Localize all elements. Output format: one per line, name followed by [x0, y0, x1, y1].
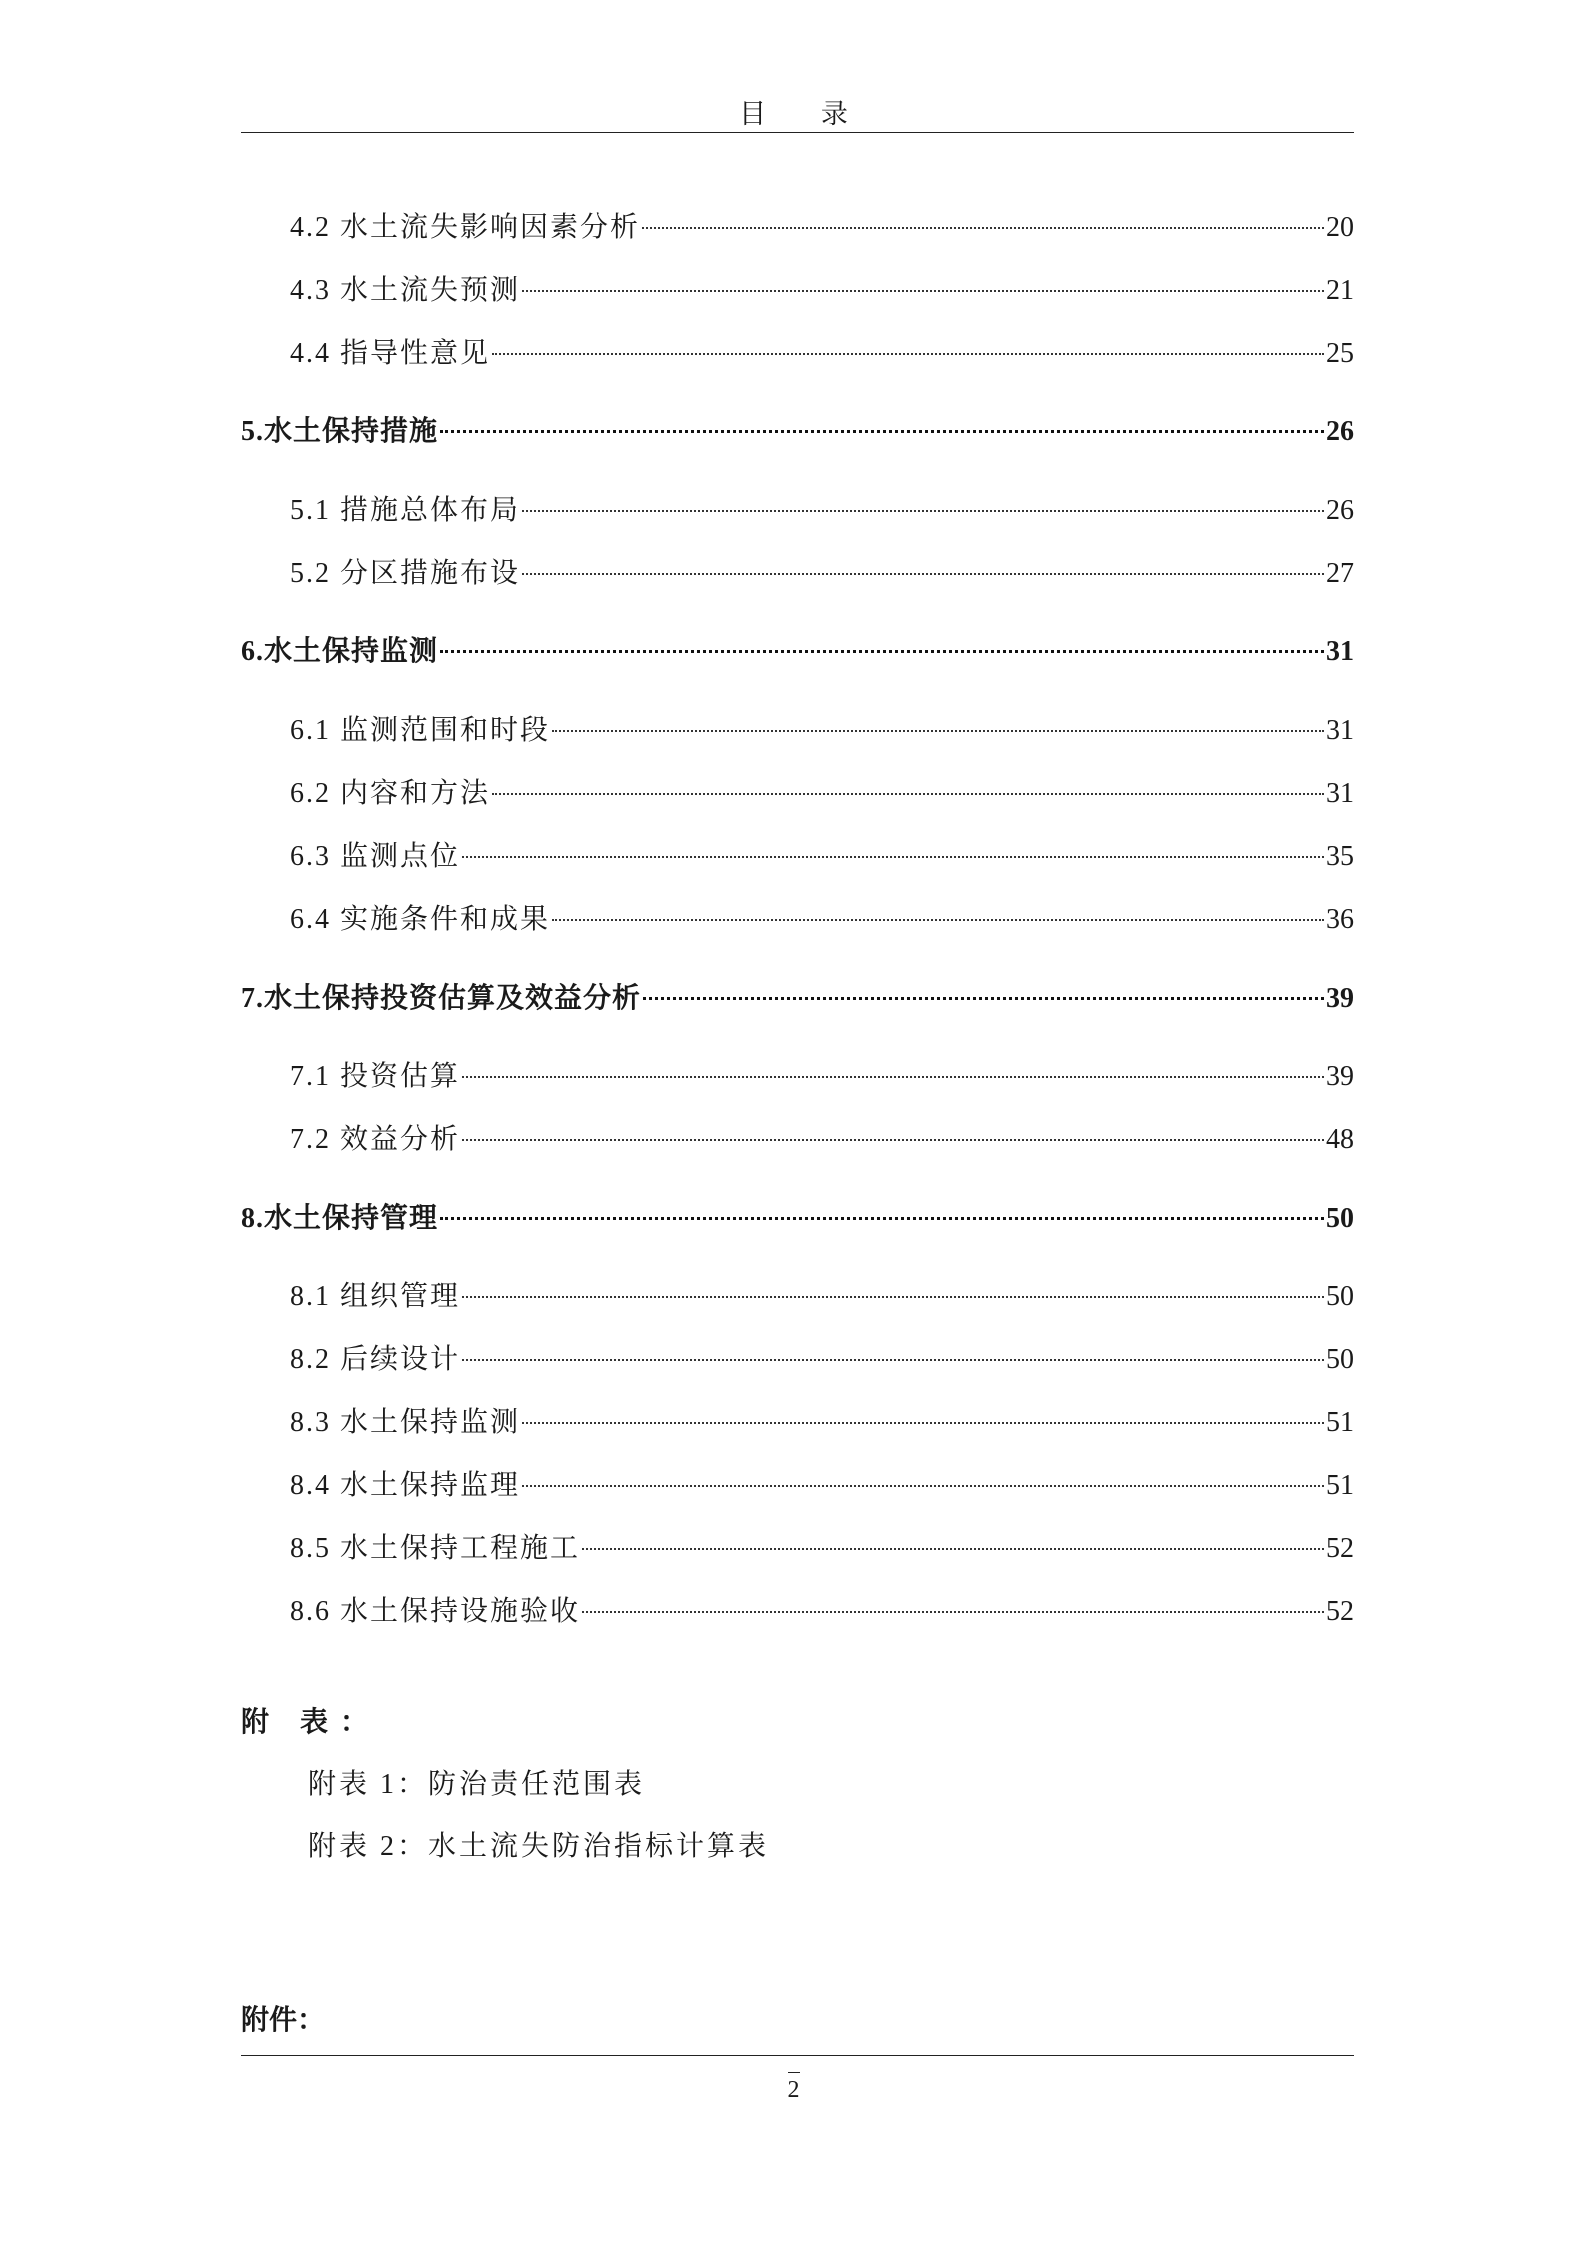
- page-number-value: 2: [787, 2077, 800, 2103]
- toc-entry-label: 8.水土保持管理: [241, 1203, 439, 1234]
- toc-entry-page: 27: [1326, 558, 1354, 589]
- toc-entry-page: 39: [1326, 1061, 1354, 1092]
- toc-entry-page: 31: [1326, 715, 1354, 746]
- page-number: [0, 2072, 1587, 2104]
- toc-entry-label: 6.4 实施条件和成果: [290, 904, 551, 935]
- toc-entry-label: 8.3 水土保持监测: [290, 1407, 521, 1438]
- attachments-heading: 附件：: [241, 2005, 326, 2036]
- toc-entry-7-1[interactable]: [290, 1054, 1354, 1094]
- toc-entry-label: 4.4 指导性意见: [290, 338, 491, 369]
- toc-leader-dots: [643, 997, 1324, 1000]
- toc-entry-page: 39: [1326, 983, 1354, 1014]
- toc-entry-7[interactable]: [241, 976, 1354, 1016]
- toc-leader-dots: [522, 510, 1324, 512]
- toc-entry-label: 7.水土保持投资估算及效益分析: [241, 983, 642, 1014]
- toc-entry-label: 5.2 分区措施布设: [290, 558, 521, 589]
- toc-leader-dots: [552, 730, 1324, 732]
- toc-entry-8-6[interactable]: [290, 1589, 1354, 1629]
- toc-entry-page: 25: [1326, 338, 1354, 369]
- toc-entry-page: 36: [1326, 904, 1354, 935]
- toc-entry-8[interactable]: [241, 1196, 1354, 1236]
- toc-leader-dots: [522, 1422, 1324, 1424]
- toc-entry-label: 6.2 内容和方法: [290, 778, 491, 809]
- attached-table-1[interactable]: 附表 1：防治责任范围表: [308, 1769, 646, 1800]
- toc-entry-4-3[interactable]: [290, 268, 1354, 308]
- toc-entry-label: 8.4 水土保持监理: [290, 1470, 521, 1501]
- toc-entry-page: 50: [1326, 1203, 1354, 1234]
- toc-entry-6[interactable]: [241, 629, 1354, 669]
- toc-leader-dots: [582, 1611, 1324, 1613]
- toc-leader-dots: [492, 353, 1324, 355]
- toc-entry-8-2[interactable]: [290, 1337, 1354, 1377]
- toc-leader-dots: [552, 919, 1324, 921]
- toc-leader-dots: [462, 1296, 1324, 1298]
- attached-table-2[interactable]: 附表 2：水土流失防治指标计算表: [308, 1831, 770, 1862]
- attached-tables-heading: 附 表：: [241, 1707, 381, 1738]
- toc-entry-label: 4.3 水土流失预测: [290, 275, 521, 306]
- toc-entry-6-4[interactable]: [290, 897, 1354, 937]
- toc-entry-page: 51: [1326, 1407, 1354, 1438]
- toc-entry-label: 4.2 水土流失影响因素分析: [290, 212, 641, 243]
- toc-entry-page: 26: [1326, 495, 1354, 526]
- toc-entry-5-2[interactable]: [290, 551, 1354, 591]
- toc-entry-page: 31: [1326, 636, 1354, 667]
- toc-entry-page: 26: [1326, 416, 1354, 447]
- toc-entry-page: 35: [1326, 841, 1354, 872]
- toc-leader-dots: [522, 573, 1324, 575]
- toc-entry-8-3[interactable]: [290, 1400, 1354, 1440]
- toc-entry-page: 52: [1326, 1596, 1354, 1627]
- toc-leader-dots: [440, 650, 1324, 653]
- toc-entry-6-1[interactable]: [290, 708, 1354, 748]
- toc-leader-dots: [462, 1076, 1324, 1078]
- toc-entry-page: 50: [1326, 1344, 1354, 1375]
- toc-entry-page: 50: [1326, 1281, 1354, 1312]
- toc-entry-label: 5.水土保持措施: [241, 416, 439, 447]
- footer-rule: [241, 2055, 1354, 2056]
- toc-leader-dots: [462, 856, 1324, 858]
- toc-leader-dots: [440, 1217, 1324, 1220]
- toc-leader-dots: [642, 227, 1324, 229]
- toc-entry-page: 20: [1326, 212, 1354, 243]
- toc-leader-dots: [522, 290, 1324, 292]
- toc-leader-dots: [522, 1485, 1324, 1487]
- toc-entry-label: 8.6 水土保持设施验收: [290, 1596, 581, 1627]
- toc-entry-4-2[interactable]: [290, 205, 1354, 245]
- toc-entry-8-5[interactable]: [290, 1526, 1354, 1566]
- page-number-dash: [788, 2072, 800, 2073]
- toc-entry-page: 21: [1326, 275, 1354, 306]
- toc-entry-8-4[interactable]: [290, 1463, 1354, 1503]
- toc-leader-dots: [582, 1548, 1324, 1550]
- toc-entry-5[interactable]: [241, 409, 1354, 449]
- toc-entry-6-3[interactable]: [290, 834, 1354, 874]
- toc-entry-label: 7.1 投资估算: [290, 1061, 461, 1092]
- toc-leader-dots: [440, 430, 1324, 433]
- toc-entry-4-4[interactable]: [290, 331, 1354, 371]
- toc-entry-label: 6.3 监测点位: [290, 841, 461, 872]
- toc-entry-page: 48: [1326, 1124, 1354, 1155]
- toc-entry-label: 8.2 后续设计: [290, 1344, 461, 1375]
- toc-leader-dots: [492, 793, 1324, 795]
- toc-leader-dots: [462, 1359, 1324, 1361]
- toc-entry-label: 6.水土保持监测: [241, 636, 439, 667]
- toc-entry-page: 52: [1326, 1533, 1354, 1564]
- toc-entry-label: 8.5 水土保持工程施工: [290, 1533, 581, 1564]
- toc-entry-page: 51: [1326, 1470, 1354, 1501]
- toc-entry-label: 6.1 监测范围和时段: [290, 715, 551, 746]
- toc-leader-dots: [462, 1139, 1324, 1141]
- header-title: 目 录: [739, 99, 872, 129]
- toc-entry-6-2[interactable]: [290, 771, 1354, 811]
- toc-entry-label: 7.2 效益分析: [290, 1124, 461, 1155]
- toc-entry-label: 8.1 组织管理: [290, 1281, 461, 1312]
- toc-entry-label: 5.1 措施总体布局: [290, 495, 521, 526]
- toc-entry-8-1[interactable]: [290, 1274, 1354, 1314]
- toc-entry-7-2[interactable]: [290, 1117, 1354, 1157]
- toc-entry-5-1[interactable]: [290, 488, 1354, 528]
- toc-entry-page: 31: [1326, 778, 1354, 809]
